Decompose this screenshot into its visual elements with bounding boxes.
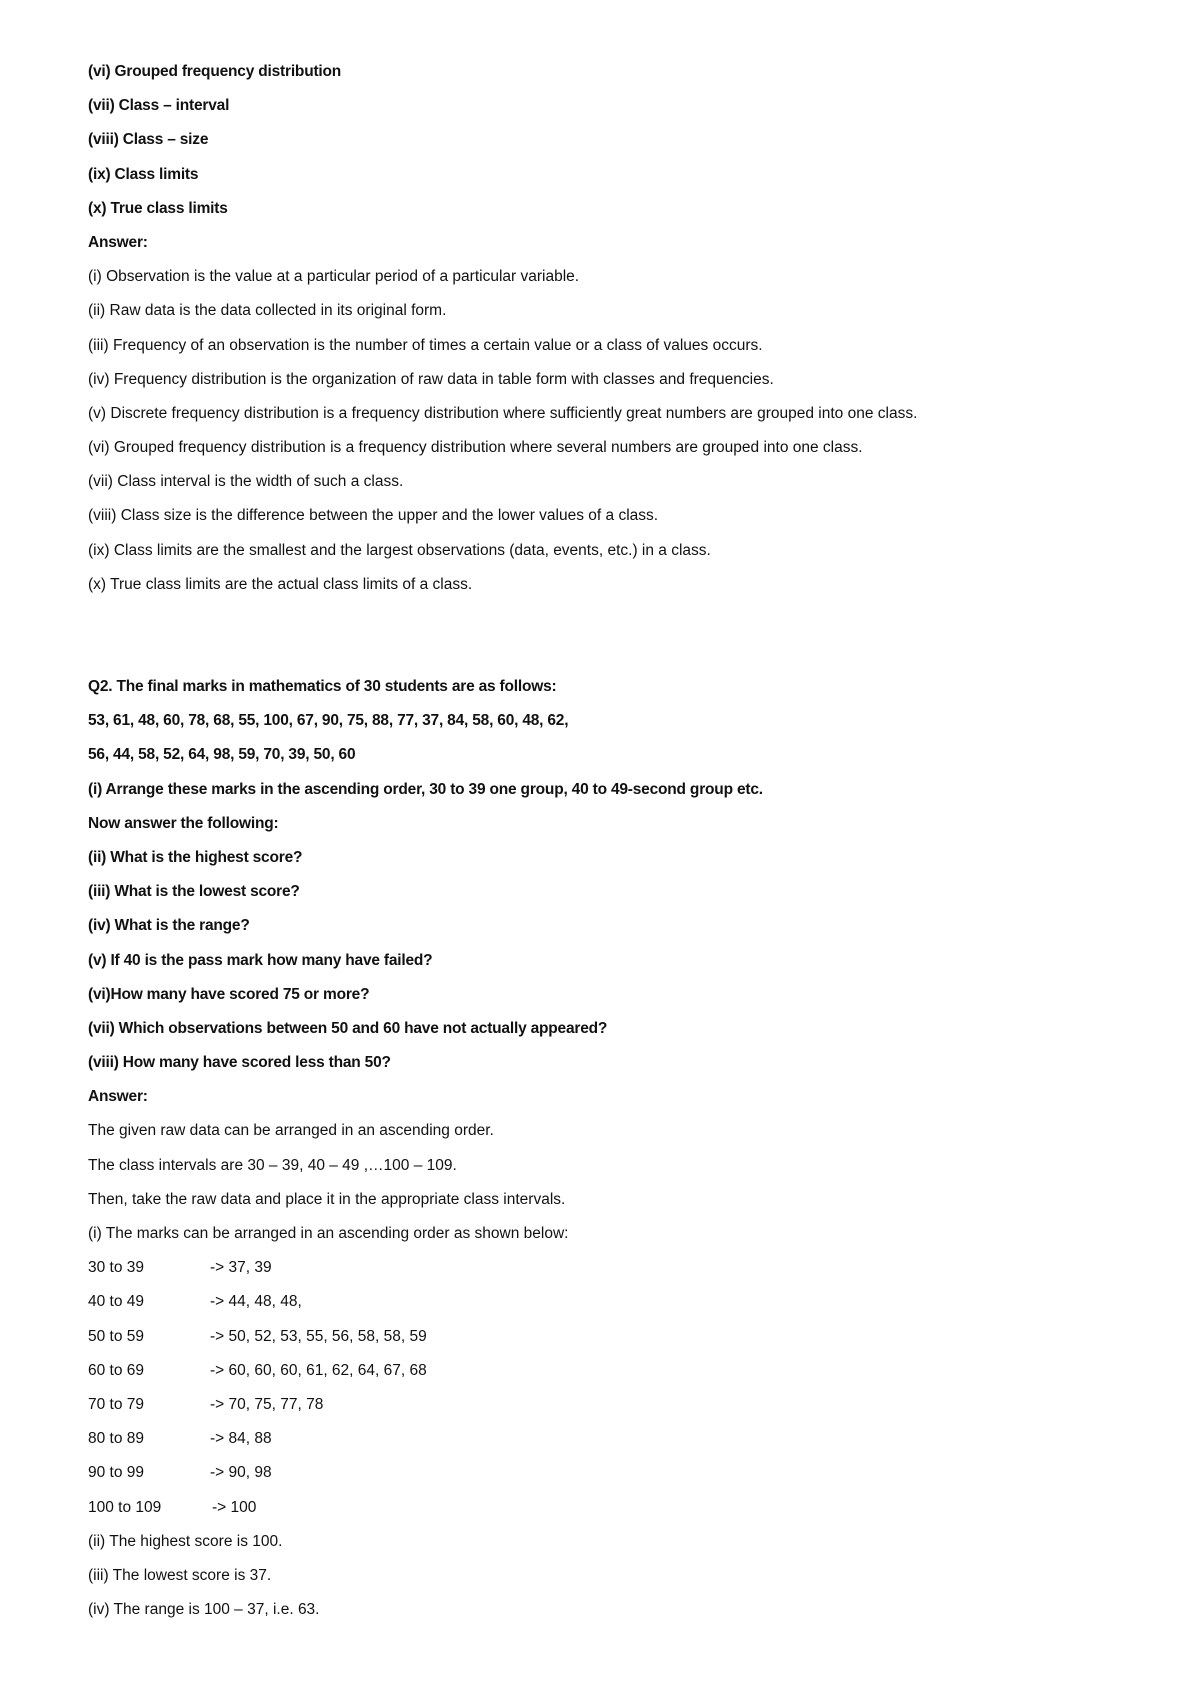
- answer-item: (x) True class limits are the actual class limits of a class.: [88, 575, 473, 593]
- answer-text: The class intervals are 30 – 39, 40 – 49 ,…100 – 109.: [88, 1156, 457, 1174]
- question-data: 53, 61, 48, 60, 78, 68, 55, 100, 67, 90, 75, 88, 77, 37, 84, 58, 60, 48, 62,: [88, 712, 569, 730]
- answer-item: (i) Observation is the value at a particular period of a particular variable.: [88, 268, 580, 286]
- question-part: (v) If 40 is the pass mark how many have failed?: [88, 951, 433, 969]
- question-2: [88, 670, 1148, 1080]
- group-range: 30 to 39: [88, 1259, 145, 1277]
- group-range: 40 to 49: [88, 1293, 145, 1311]
- question-part: (iii) What is the lowest score?: [88, 883, 300, 901]
- group-values: -> 70, 75, 77, 78: [210, 1395, 324, 1413]
- group-row: [88, 1422, 1148, 1456]
- answer-item: (iv) Frequency distribution is the organization of raw data in table form with classes and frequencies.: [88, 370, 774, 388]
- group-values: -> 90, 98: [210, 1464, 272, 1482]
- group-range: 70 to 79: [88, 1395, 145, 1413]
- group-row: [88, 1320, 1148, 1354]
- answer-item: (viii) Class size is the difference between the upper and the lower values of a class.: [88, 507, 659, 525]
- group-values: -> 37, 39: [210, 1259, 272, 1277]
- term-item: (vi) Grouped frequency distribution: [88, 63, 342, 80]
- question-part: (vi)How many have scored 75 or more?: [88, 985, 370, 1003]
- answer-heading: Answer:: [88, 1088, 148, 1106]
- term-item: (viii) Class – size: [88, 131, 209, 149]
- answer-item: (v) Discrete frequency distribution is a frequency distribution where sufficiently great numbers are grouped into one class.: [88, 404, 918, 422]
- question-part: (viii) How many have scored less than 50?: [88, 1054, 391, 1072]
- answer-item: (iii) Frequency of an observation is the number of times a certain value or a class of values occurs.: [88, 336, 763, 354]
- group-row: [88, 1491, 1148, 1525]
- question-part: (vii) Which observations between 50 and 60 have not actually appeared?: [88, 1019, 608, 1037]
- question-part: (i) Arrange these marks in the ascending order, 30 to 39 one group, 40 to 49-second group etc.: [88, 780, 763, 798]
- group-row: [88, 1285, 1148, 1319]
- answer-item: (ii) Raw data is the data collected in its original form.: [88, 302, 447, 320]
- group-values: -> 50, 52, 53, 55, 56, 58, 58, 59: [210, 1327, 427, 1345]
- group-range: 100 to 109: [88, 1498, 162, 1516]
- section-gap: [88, 602, 1148, 670]
- answer-item: (vi) Grouped frequency distribution is a frequency distribution where several numbers are grouped into one class.: [88, 439, 863, 457]
- answer-2: [88, 1114, 1148, 1627]
- question-instruction: Now answer the following:: [88, 814, 279, 832]
- answer-text: (iii) The lowest score is 37.: [88, 1566, 272, 1584]
- question-data: 56, 44, 58, 52, 64, 98, 59, 70, 39, 50, 60: [88, 746, 356, 764]
- question-part: (ii) What is the highest score?: [88, 848, 303, 866]
- answer-text: Then, take the raw data and place it in the appropriate class intervals.: [88, 1190, 566, 1208]
- group-row: [88, 1251, 1148, 1285]
- group-range: 90 to 99: [88, 1464, 145, 1482]
- group-values: -> 60, 60, 60, 61, 62, 64, 67, 68: [210, 1361, 427, 1379]
- group-range: 60 to 69: [88, 1361, 145, 1379]
- answer-text: (i) The marks can be arranged in an ascending order as shown below:: [88, 1225, 569, 1242]
- group-range: 50 to 59: [88, 1327, 145, 1345]
- group-row: [88, 1354, 1148, 1388]
- term-item: (x) True class limits: [88, 199, 228, 217]
- answer-item: (vii) Class interval is the width of such a class.: [88, 473, 404, 491]
- question-part: (iv) What is the range?: [88, 917, 250, 935]
- question-title: Q2. The final marks in mathematics of 30 students are as follows:: [88, 678, 557, 695]
- group-values: -> 100: [212, 1498, 257, 1516]
- answer-text: (iv) The range is 100 – 37, i.e. 63.: [88, 1601, 320, 1619]
- answers-list: [88, 260, 1148, 602]
- answer-text: (ii) The highest score is 100.: [88, 1532, 283, 1550]
- group-values: -> 84, 88: [210, 1430, 272, 1448]
- document-page: [88, 55, 1148, 1627]
- group-values: -> 44, 48, 48,: [210, 1293, 302, 1311]
- grouped-marks-list: [88, 1251, 1148, 1525]
- term-item: (ix) Class limits: [88, 165, 199, 183]
- terms-list: [88, 55, 1148, 226]
- group-row: [88, 1388, 1148, 1422]
- group-range: 80 to 89: [88, 1430, 145, 1448]
- group-row: [88, 1456, 1148, 1490]
- answer-text: The given raw data can be arranged in an ascending order.: [88, 1122, 494, 1140]
- answer-item: (ix) Class limits are the smallest and the largest observations (data, events, etc.) in a class.: [88, 541, 711, 559]
- answer-heading: Answer:: [88, 233, 148, 251]
- term-item: (vii) Class – interval: [88, 97, 230, 115]
